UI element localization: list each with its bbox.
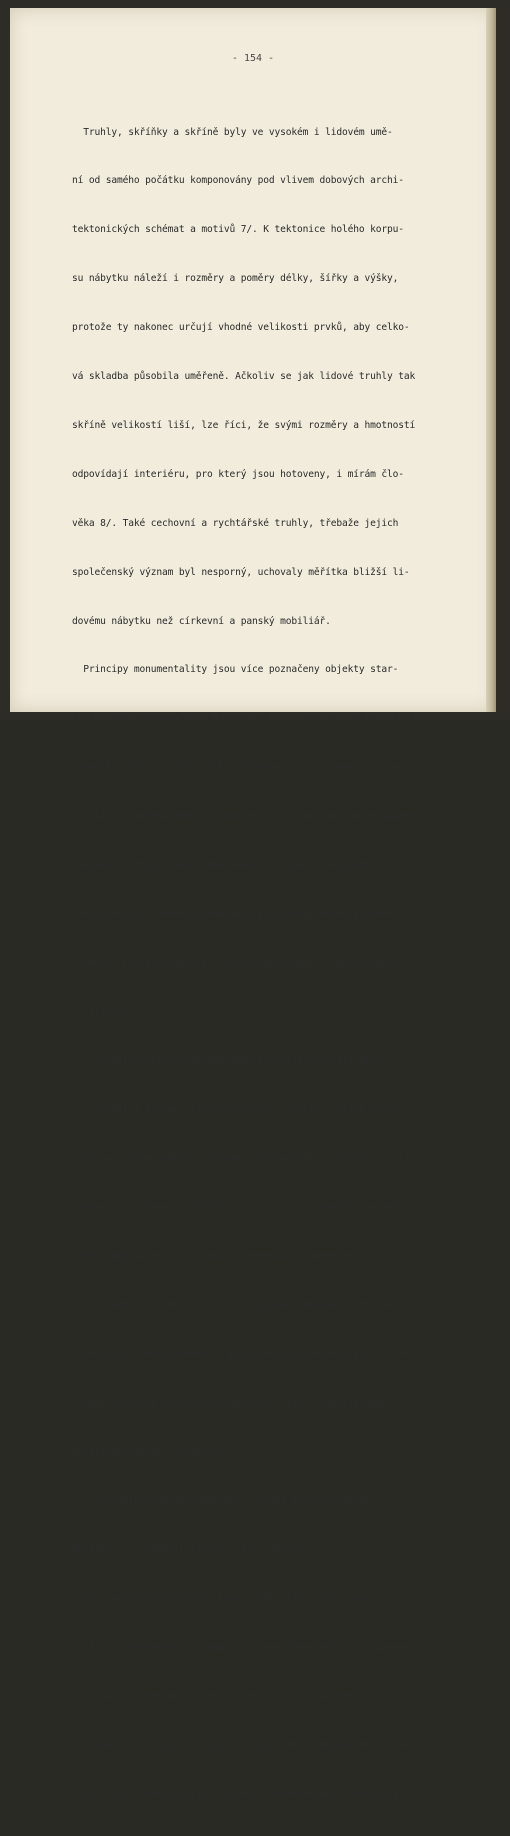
text-line: odpovídají interiéru, pro který jsou hotoveny, i mírám člo-	[72, 468, 404, 480]
text-line: tektonických schémat a motivů 7/. K tektonice holého korpu-	[72, 224, 404, 236]
text-line: Co chybělo lidovému nábytku v úrovni architektonické	[72, 1495, 376, 1507]
text-line: společenský význam byl nesporný, uchovaly měřítka bližší li-	[72, 566, 410, 578]
page-number: - 154 -	[231, 53, 275, 64]
text-line: Principy monumentality jsou více poznačeny objekty star-	[72, 664, 399, 676]
text-line: skladby, to vyvážili lidoví tvůrci dekorem.	[72, 1544, 314, 1556]
typewritten-sheet	[10, 8, 496, 1800]
text-line: pouští náročnější zpracování.	[72, 1446, 236, 1458]
text-line: věka 8/. Také cechovní a rychtářské truhly, třebaže jejich	[72, 517, 399, 529]
text-line: ka století.	[72, 1006, 134, 1018]
text-line: protože ty nakonec určují vhodné velikosti prvků, aby celko-	[72, 322, 410, 334]
text-line: kou zvláštní invenci lidových tvůrců, protože stejné prvky	[72, 1104, 399, 1116]
body-text	[72, 92, 472, 1836]
text-line: byly na tvrdém nábytku panském a měšťanském. V interzii byly	[72, 1153, 410, 1165]
text-line: proměny, které se odehrály ve vysokém umění v období několi-	[72, 957, 410, 969]
text-line: ší s prvky renesančními a barokními, zatímco na řadě mladších	[72, 713, 416, 725]
text-line: exemplářů překrývá tektoniku původního korpusu dekor. Sloho-	[72, 762, 410, 774]
text-line: typická pro všechny součásti interiérového zařízení u sociál-	[72, 1691, 416, 1703]
text-line: tvrdé dřevo jen výjimečně - převážná většina nábytku je zpra-	[72, 1348, 416, 1360]
sheet-edge	[486, 8, 496, 712]
text-line: dokonce i u lidových truhel výrobky velmi dokonalé. Od sel-	[72, 1202, 404, 1214]
text-line: Truhly, skříňky a skříně byly ve vysokém i lidovém umě-	[72, 126, 393, 138]
text-line: nacházíme na lidovém českém nábytku všechny možné slohové	[72, 908, 393, 920]
text-line: dovému nábytku než církevní a panský mobiliář.	[72, 615, 331, 627]
text-line: skříně velikostí liší, lze říci, že svými rozměry a hmotností	[72, 419, 416, 431]
text-line: vé vlivy vysokého umění se koncentrovaly na lidovém malovaném	[72, 811, 416, 823]
text-line: ně slabších vrstev, u bohatších byly takové hlavně stoly, la-	[72, 1739, 416, 1751]
text-line: vice, židle, někdy spížní skříňky a eventuálně i truhly na	[72, 1788, 399, 1800]
text-line: natíral jednobarevně; v námi sledované době byla tato úprava	[72, 1642, 410, 1654]
text-line: ského nábytku se lišil panský především v materiálu; užíval	[72, 1251, 404, 1263]
text-line: cována ze dřeva smrkového a borového, jehož kvalita nepři-	[72, 1397, 399, 1409]
text-line: Ve starším období býval lidový mobiliář režný, nebo se	[72, 1593, 388, 1605]
text-line: su nábytku náleží i rozměry a poměry délky, šířky a výšky,	[72, 273, 399, 285]
text-line: V architektonice lidového nábytku nelze potvrdit něja-	[72, 1055, 388, 1067]
text-line: totiž tvrdé ušlechtilé dřevo. V lidovém nábytku nacházíme	[72, 1299, 393, 1311]
text-line: vá skladba působila uměřeně. Ačkoliv se jak lidové truhly tak	[72, 371, 416, 383]
text-line: nábytku do časově nevelkého úseku. V rozmezí necelého století	[72, 859, 416, 871]
text-line: ní od samého počátku komponovány pod vlivem dobových archi-	[72, 175, 404, 187]
